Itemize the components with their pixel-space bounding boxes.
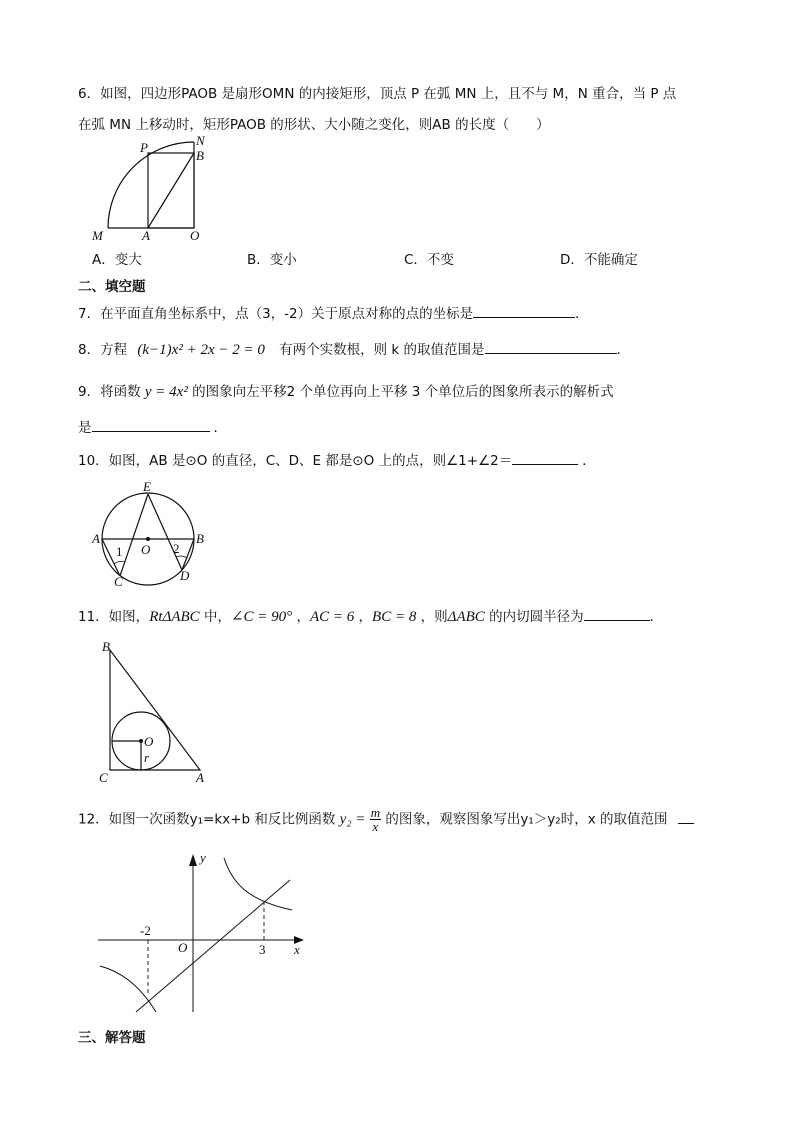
- q11-tri: ΔABC: [447, 609, 485, 625]
- q8: [78, 338, 621, 359]
- q11-answer-blank[interactable]: [584, 606, 650, 621]
- q7-answer-blank[interactable]: [473, 303, 575, 318]
- q9-line2: [78, 416, 227, 436]
- q11-bc: BC = 8: [372, 609, 417, 625]
- q10: [78, 449, 596, 469]
- q11-comma2: ，: [354, 609, 373, 625]
- q10-label-O: O: [141, 542, 151, 557]
- section-heading-fill-blank: 二、填空题: [78, 279, 146, 295]
- q9-prefix: 9．将函数: [78, 384, 141, 400]
- q6-label-N: N: [196, 133, 205, 148]
- q10-text: 10．如图，AB 是⊙O 的直径，C、D、E 都是⊙O 上的点，则∠1+∠2＝: [78, 453, 513, 469]
- q12-text1: 12．如图一次函数y₁=kx+b 和反比例函数: [78, 811, 336, 828]
- q12-y2: y₂ =: [339, 811, 366, 828]
- q12-fraction: [370, 806, 381, 833]
- q7-end: ．: [575, 306, 589, 322]
- q11-text: 的内切圆半径为: [484, 609, 584, 625]
- q9-function: y = 4x²: [144, 384, 188, 400]
- q6-label-B: B: [196, 148, 204, 163]
- q9-line2-prefix: 是: [78, 420, 92, 436]
- q6-option-a[interactable]: A．变大: [92, 252, 142, 268]
- q11-rt: RtΔABC: [149, 609, 200, 625]
- q10-circle-figure: [92, 478, 204, 589]
- q12-frac-num: m: [370, 805, 381, 820]
- q12-label-neg2: -2: [140, 923, 151, 938]
- q8-answer-blank[interactable]: [485, 339, 617, 354]
- q10-end: ．: [582, 453, 596, 469]
- q11-mid2: ，则: [416, 609, 448, 625]
- q11-triangle-figure: [96, 638, 212, 784]
- q9-line1: [78, 380, 614, 401]
- q11-mid1: 中，: [199, 609, 231, 625]
- q10-label-B: B: [196, 531, 204, 546]
- q11-label-O: O: [144, 734, 154, 749]
- q12-label-3: 3: [259, 942, 266, 957]
- q9-end: ．: [213, 420, 227, 436]
- q11-label-r: r: [144, 750, 150, 765]
- q11-label-A: A: [196, 770, 204, 785]
- q7: [78, 302, 589, 322]
- q12-answer-blank[interactable]: [678, 809, 694, 824]
- q11-label-C: C: [99, 770, 108, 785]
- q10-label-D: D: [180, 568, 190, 583]
- q12-label-x: x: [294, 942, 300, 957]
- q6-label-P: P: [140, 140, 148, 155]
- q11-label-B: B: [102, 639, 110, 654]
- q8-prefix: 8．方程: [78, 342, 128, 358]
- q6-text-line1: 6．如图，四边形PAOB 是扇形OMN 的内接矩形，顶点 P 在弧 MN 上，且不与 M，N 重合，当 P 点: [78, 86, 677, 102]
- q12-function-graph: [96, 846, 312, 1016]
- q10-label-E: E: [143, 479, 151, 494]
- q6-option-c[interactable]: C．不变: [404, 252, 454, 268]
- q8-end: .: [616, 342, 621, 358]
- q6-label-M: M: [92, 228, 103, 243]
- q11-angle: ∠C = 90°: [230, 609, 293, 625]
- q12-label-origin: O: [178, 940, 188, 955]
- q8-equation: (k−1)x² + 2x − 2 = 0: [137, 342, 265, 358]
- q6-option-d[interactable]: D．不能确定: [560, 252, 638, 268]
- q6-label-O: O: [190, 228, 200, 243]
- q9-text: 的图象向左平移2 个单位再向上平移 3 个单位后的图象所表示的解析式: [192, 384, 614, 400]
- q9-answer-blank[interactable]: [92, 417, 210, 432]
- q11-ac: AC = 6: [309, 609, 355, 625]
- q7-text: 7．在平面直角坐标系中，点（3，-2）关于原点对称的点的坐标是: [78, 306, 474, 322]
- q11-comma1: ，: [292, 609, 310, 625]
- q10-answer-blank[interactable]: [512, 450, 578, 465]
- q10-label-A: A: [92, 531, 100, 546]
- q12-label-y: y: [200, 850, 206, 865]
- q11-prefix: 11．如图，: [78, 609, 150, 625]
- q6-sector-figure: [90, 133, 220, 246]
- q10-label-angle1: 1: [116, 544, 123, 559]
- q6-label-A: A: [142, 228, 150, 243]
- q6-option-b[interactable]: B．变小: [247, 252, 297, 268]
- q12-text2: 的图象，观察图象写出y₁＞y₂时，x 的取值范围: [385, 811, 668, 828]
- q11-end: ．: [649, 609, 664, 625]
- q10-label-C: C: [114, 574, 123, 589]
- q11: [78, 605, 663, 626]
- q12-frac-den: x: [372, 819, 379, 834]
- q12: [78, 806, 694, 833]
- q8-text: 有两个实数根，则 k 的取值范围是: [279, 342, 485, 358]
- q6-text-line2: 在弧 MN 上移动时，矩形PAOB 的形状、大小随之变化，则AB 的长度（ ）: [78, 117, 550, 133]
- section-heading-solve: 三、解答题: [78, 1030, 146, 1046]
- q10-label-angle2: 2: [173, 541, 180, 556]
